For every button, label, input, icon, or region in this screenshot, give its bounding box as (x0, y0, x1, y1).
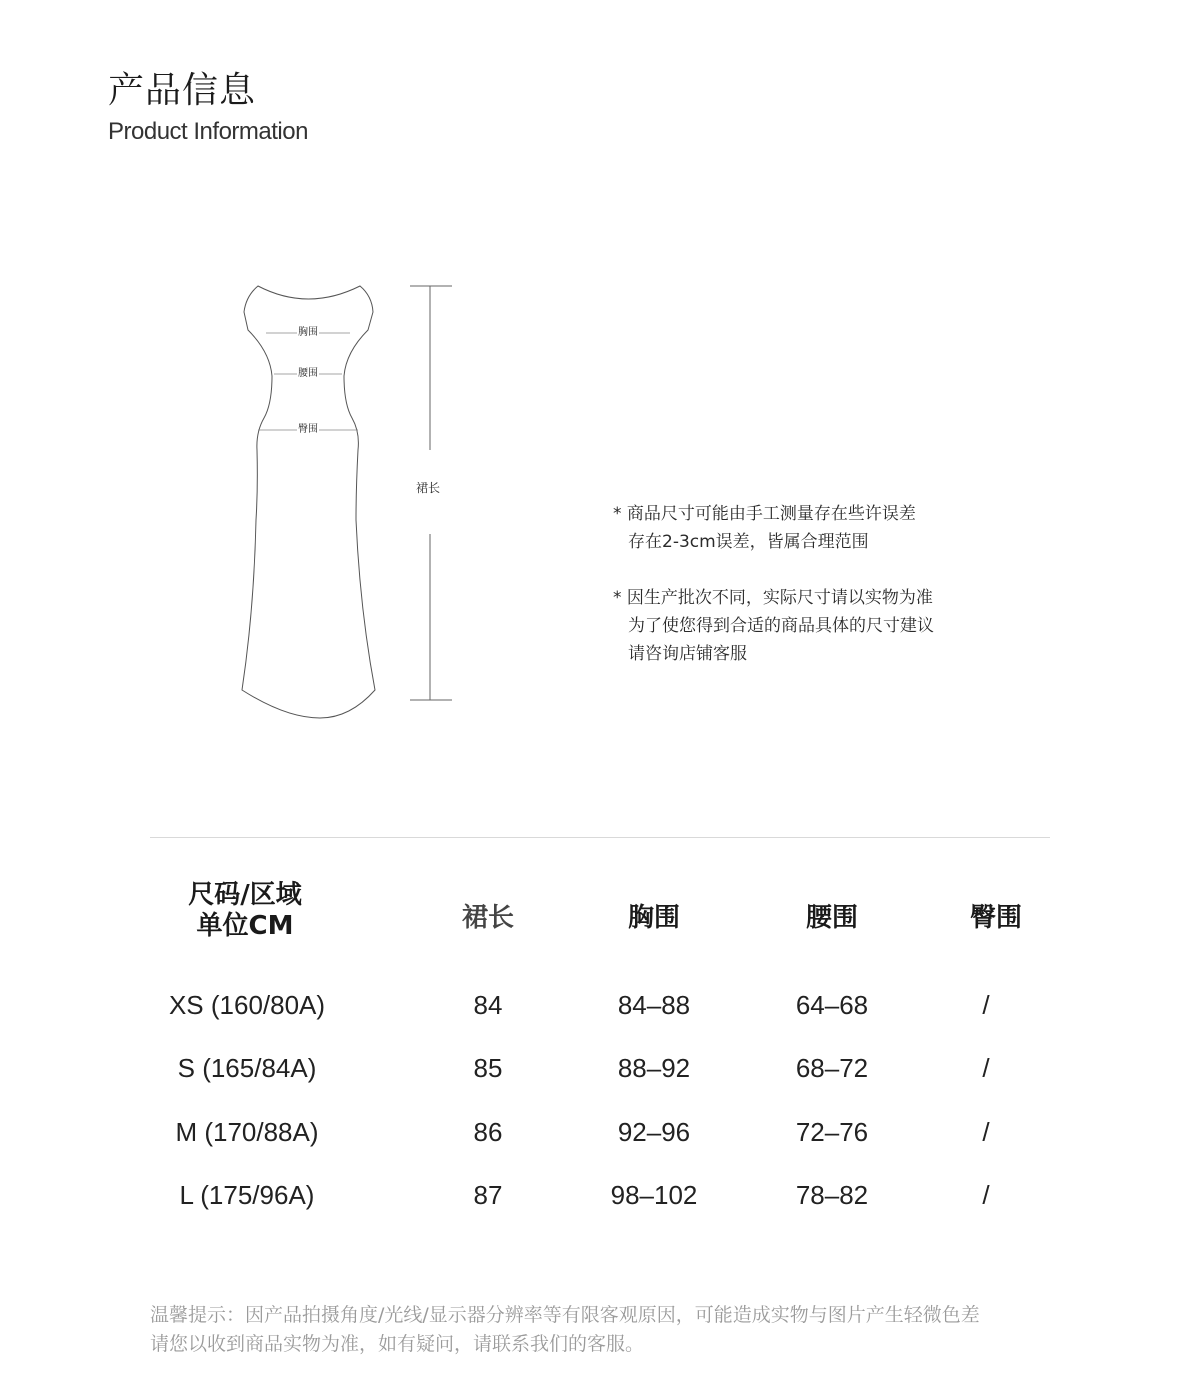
diagram-label-bust: 胸围 (298, 327, 318, 338)
table-cell-bust: 84–88 (617, 990, 691, 1020)
table-cell-length: 86 (473, 1117, 503, 1147)
table-cell-waist: 64–68 (795, 990, 869, 1020)
table-cell-size: M (170/88A) (175, 1117, 319, 1147)
table-cell-length: 85 (473, 1053, 503, 1083)
color-disclaimer (150, 1301, 980, 1359)
header-length: 裙长 (461, 903, 514, 933)
note-measurement (613, 500, 934, 556)
header-waist: 腰围 (805, 903, 858, 933)
diagram-label-hip: 臀围 (298, 424, 318, 435)
page-subtitle: Product Information (108, 118, 308, 145)
header-hip: 臀围 (969, 903, 1022, 933)
table-cell-hip: / (982, 1117, 990, 1147)
table-cell-hip: / (982, 1180, 990, 1210)
note-line: 请咨询店铺客服 (628, 644, 747, 664)
disclaimer-line: 温馨提示：因产品拍摄角度/光线/显示器分辨率等有限客观原因，可能造成实物与图片产生轻微色差 (150, 1304, 980, 1326)
size-notes (613, 500, 934, 696)
table-cell-waist: 78–82 (795, 1180, 869, 1210)
table-cell-waist: 72–76 (795, 1117, 869, 1147)
table-cell-hip: / (982, 1053, 990, 1083)
table-cell-length: 87 (473, 1180, 503, 1210)
table-cell-hip: / (982, 990, 990, 1020)
header-size-line2: 单位CM (196, 911, 294, 941)
page-title: 产品信息 (108, 70, 257, 111)
diagram-label-waist: 腰围 (298, 368, 318, 379)
header-bust: 胸围 (627, 903, 680, 933)
table-cell-size: XS (160/80A) (168, 990, 326, 1020)
note-line: * 因生产批次不同，实际尺寸请以实物为准 (613, 588, 933, 608)
note-line: * 商品尺寸可能由手工测量存在些许误差 (613, 504, 916, 524)
diagram-label-length: 裙长 (416, 481, 441, 495)
table-cell-size: L (175/96A) (179, 1180, 315, 1210)
table-cell-waist: 68–72 (795, 1053, 869, 1083)
note-line: 为了使您得到合适的商品具体的尺寸建议 (628, 616, 934, 636)
table-cell-bust: 98–102 (610, 1180, 698, 1210)
section-divider (150, 837, 1050, 838)
table-cell-bust: 92–96 (617, 1117, 691, 1147)
note-line: 存在2-3cm误差，皆属合理范围 (628, 532, 869, 552)
table-cell-bust: 88–92 (617, 1053, 691, 1083)
header-size-line1: 尺码/区域 (188, 880, 302, 910)
table-cell-length: 84 (473, 990, 503, 1020)
header-size-column (150, 880, 340, 942)
table-cell-size: S (165/84A) (177, 1053, 317, 1083)
note-batch (613, 584, 934, 668)
disclaimer-line: 请您以收到商品实物为准，如有疑问，请联系我们的客服。 (150, 1333, 645, 1355)
